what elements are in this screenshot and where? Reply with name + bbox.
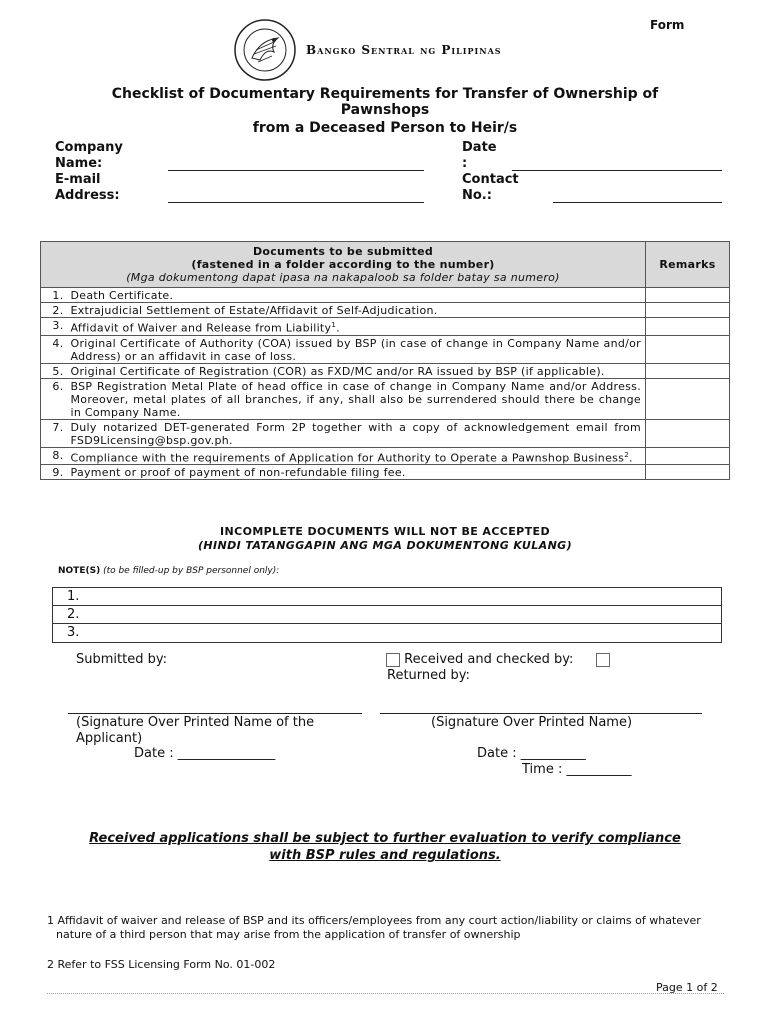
remarks-cell[interactable] [646, 363, 730, 378]
row-text: Extrajudicial Settlement of Estate/Affidavit of Self-Adjudication. [67, 303, 646, 318]
row-number: 3. [41, 318, 67, 336]
documents-header-line3: (Mga dokumentong dapat ipasa na nakapaloob sa folder batay sa numero) [126, 271, 560, 284]
remarks-cell[interactable] [646, 419, 730, 447]
company-name-field[interactable] [168, 170, 424, 171]
table-row [41, 335, 730, 363]
table-row [41, 419, 730, 447]
contact-no-field[interactable] [553, 202, 722, 203]
row-number: 4. [41, 335, 67, 363]
final-note-line1: Received applications shall be subject to further evaluation to verify compliance [89, 831, 681, 846]
contact-no-label: Contact No.: [462, 172, 519, 203]
footnote-1: 1 Affidavit of waiver and release of BSP and its officers/employees from any court action/liability or claims of whatever nature of a third person that may arise from the application of transfer of ownership [47, 914, 701, 941]
company-name-label: Company Name: [55, 140, 123, 171]
applicant-signature-caption-line1: (Signature Over Printed Name of the [76, 715, 315, 730]
row-text: Affidavit of Waiver and Release from Liability [70, 321, 332, 335]
applicant-signature-caption-line2: Applicant) [76, 731, 143, 746]
document-title-line2: Pawnshops [340, 102, 430, 118]
received-checked-wrap [386, 652, 610, 668]
applicant-signature-line[interactable] [68, 713, 362, 714]
row-number: 5. [41, 363, 67, 378]
notes-label-wrap [58, 566, 279, 576]
bsp-seal-logo [230, 18, 300, 82]
applicant-date[interactable]: Date : _______________ [134, 746, 276, 761]
table-row [41, 378, 730, 419]
table-row [41, 363, 730, 378]
row-number: 9. [41, 465, 67, 480]
bsp-time[interactable]: Time : __________ [522, 762, 632, 777]
table-row [41, 318, 730, 336]
document-title-line3: from a Deceased Person to Heir/s [252, 120, 518, 136]
bsp-signature-line[interactable] [380, 713, 702, 714]
bsp-signature-caption: (Signature Over Printed Name) [431, 715, 633, 730]
row-text: Death Certificate. [67, 288, 646, 303]
row-number: 2. [41, 303, 67, 318]
row-number: 7. [41, 419, 67, 447]
returned-checkbox[interactable] [596, 653, 610, 667]
row-text: Duly notarized DET-generated Form 2P together with a copy of acknowledgement email from FSD9Licensing@bsp.gov.ph. [67, 419, 646, 447]
footnote-ref-1: 1 [331, 321, 337, 329]
email-address-field[interactable] [168, 202, 424, 203]
bank-name: Bangko Sentral ng Pilipinas [306, 43, 502, 57]
table-row [41, 447, 730, 465]
table-row [41, 465, 730, 480]
row-text-cell [67, 318, 646, 336]
submitted-by-label: Submitted by: [76, 652, 167, 667]
documents-header-line1: Documents to be submitted [252, 245, 434, 258]
footnote-ref-2: 2 [624, 450, 629, 459]
date-label: Date : [462, 140, 497, 171]
row-text-cell [67, 447, 646, 465]
row-number: 6. [41, 378, 67, 419]
notes-label: NOTE(S) [58, 566, 101, 576]
document-title-line1: Checklist of Documentary Requirements for Transfer of Ownership of [111, 86, 659, 102]
remarks-cell[interactable] [646, 303, 730, 318]
received-checked-label: Received and checked by: [404, 652, 574, 667]
row-text-tail: . [628, 451, 633, 465]
documents-table [40, 241, 730, 480]
row-text: BSP Registration Metal Plate of head office in case of change in Company Name and/or Address. Moreover, metal plates of all branches, if any, shall also be surrendered should there be change in Company Name. [67, 378, 646, 419]
documents-header-cell [41, 242, 646, 288]
footer-divider [47, 993, 724, 994]
row-text: Original Certificate of Registration (COR) as FXD/MC and/or RA issued by BSP (if applicable). [67, 363, 646, 378]
note-row[interactable]: 2. [53, 606, 721, 624]
row-text: Payment or proof of payment of non-refundable filing fee. [67, 465, 646, 480]
table-row [41, 303, 730, 318]
remarks-cell[interactable] [646, 318, 730, 336]
documents-header-line2: (fastened in a folder according to the number) [191, 258, 495, 271]
note-row[interactable]: 1. [53, 588, 721, 606]
row-text: Original Certificate of Authority (COA) issued by BSP (in case of change in Company Name and/or Address) or an affidavit in case of loss. [67, 335, 646, 363]
returned-by-label: Returned by: [387, 668, 470, 683]
row-number: 1. [41, 288, 67, 303]
row-number: 8. [41, 447, 67, 465]
email-address-label: E-mail Address: [55, 172, 120, 203]
row-text-tail: . [336, 321, 340, 335]
remarks-cell[interactable] [646, 288, 730, 303]
incomplete-notice-filipino: (HINDI TATANGGAPIN ANG MGA DOKUMENTONG KULANG) [197, 539, 573, 552]
page-number: Page 1 of 2 [656, 981, 718, 994]
remarks-cell[interactable] [646, 335, 730, 363]
final-note-line2: with BSP rules and regulations. [269, 848, 501, 863]
table-row [41, 288, 730, 303]
remarks-cell[interactable] [646, 447, 730, 465]
incomplete-notice: INCOMPLETE DOCUMENTS WILL NOT BE ACCEPTED [220, 525, 550, 538]
notes-sublabel: (to be filled-up by BSP personnel only): [103, 566, 280, 576]
received-checkbox[interactable] [386, 653, 400, 667]
form-label: Form [650, 18, 685, 32]
notes-box [52, 587, 722, 643]
footnote-2: 2 Refer to FSS Licensing Form No. 01-002 [47, 958, 276, 971]
remarks-cell[interactable] [646, 465, 730, 480]
row-text: Compliance with the requirements of Application for Authority to Operate a Pawnshop Business [70, 451, 625, 465]
remarks-header: Remarks [646, 242, 730, 288]
bsp-date[interactable]: Date : __________ [477, 746, 586, 761]
date-field[interactable] [512, 170, 722, 171]
documents-table-header [41, 242, 730, 288]
remarks-cell[interactable] [646, 378, 730, 419]
note-row[interactable]: 3. [67, 625, 80, 640]
